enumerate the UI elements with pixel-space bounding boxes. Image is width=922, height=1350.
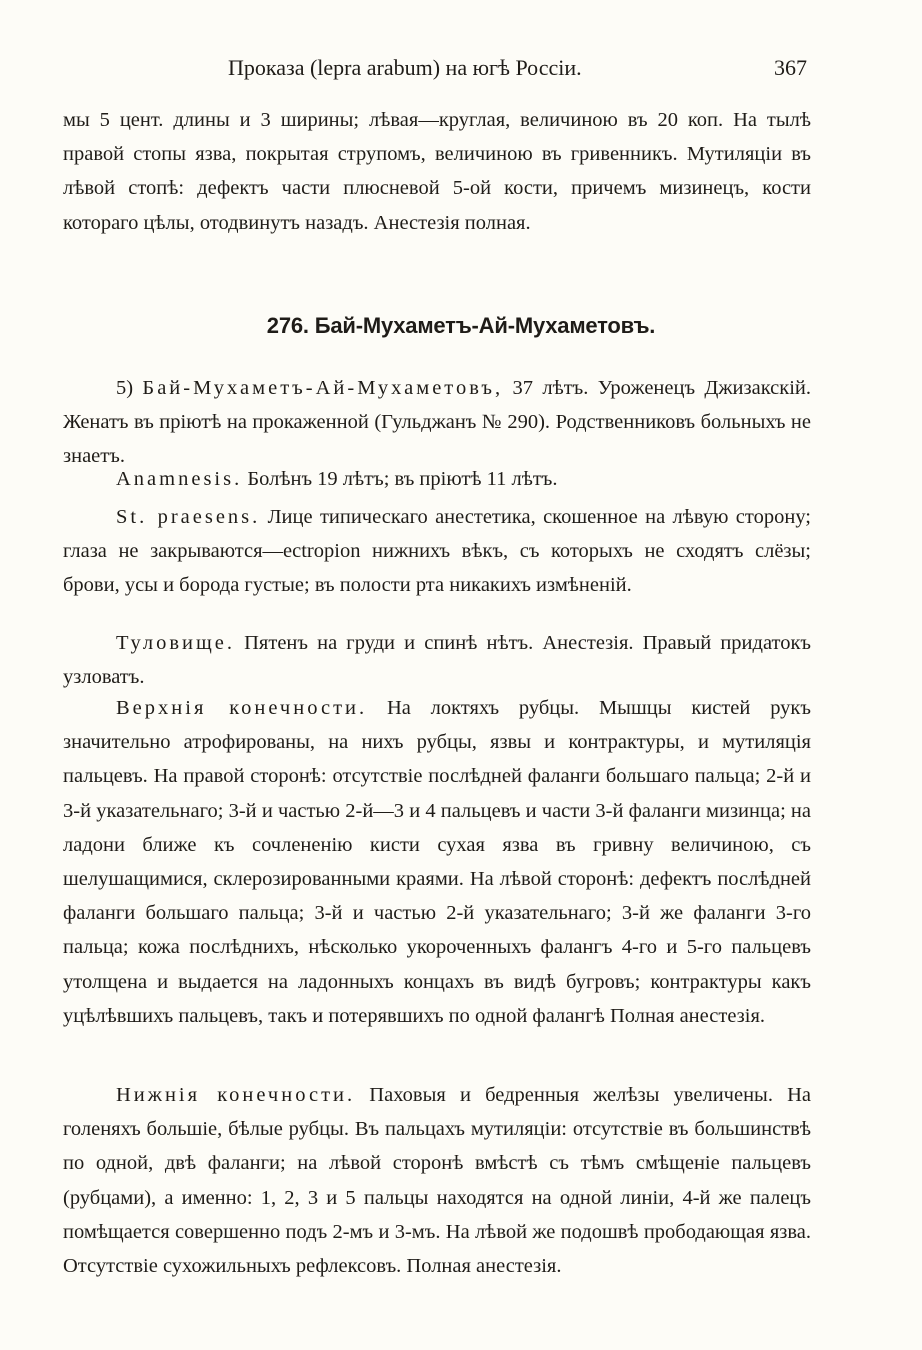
page-number: 367 (774, 55, 807, 80)
status-praesens-text: Лице типическаго анестетика, скошенное на лѣвую сторону; глаза не закрываются—ectropion нижнихъ вѣкъ, съ которыхъ не сходятъ слёзы; брови, усы и борода густые; въ полости рта никакихъ измѣненій. (63, 506, 811, 597)
running-title: Проказа (lepra arabum) на югѣ Россіи. (228, 55, 582, 80)
patient-number: 5) (116, 377, 134, 399)
trunk-text: Пятенъ на груди и спинѣ нѣтъ. Анестезія. Правый придатокъ узловатъ. (63, 632, 812, 689)
anamnesis-label: Anamnesis. (116, 468, 243, 490)
paragraph-lower-limbs (63, 1078, 811, 1283)
paragraph-patient-intro (63, 371, 811, 474)
continued-paragraph: мы 5 цент. длины и 3 ширины; лѣвая—круглая, величиною въ 20 коп. На тылѣ правой стопы язва, покрытая струпомъ, величиною въ гривенникъ. Мутиляціи въ лѣвой стопѣ: дефектъ части плюсневой 5-ой кости, причемъ мизинецъ, кости котораго цѣлы, отодвинутъ назадъ. Анестезія полная. (63, 109, 811, 234)
lower-limbs-label: Нижнія конечности. (116, 1084, 356, 1106)
status-praesens-label: St. praesens. (116, 506, 261, 528)
paragraph-trunk (63, 626, 811, 694)
paragraph-anamnesis (63, 462, 811, 496)
paragraph-upper-limbs (63, 691, 811, 1033)
upper-limbs-text: На локтяхъ рубцы. Мышцы кистей рукъ значительно атрофированы, на нихъ рубцы, язвы и контрактуры, и мутиляція пальцевъ. На правой сторонѣ: отсутствіе послѣдней фаланги большаго пальца; 2-й и 3-й указательнаго; 3-й и частью 2-й—3 и 4 пальцевъ и части 3-й фаланги мизинца; на ладони ближе къ сочлененію кисти сухая язва въ гривну величиною, съ шелушащимися, склерозированными краями. На лѣвой сторонѣ: дефектъ послѣдней фаланги большаго пальца; 3-й и частью 2-й указательнаго; 3-й же фаланги 3-го пальца; кожа послѣднихъ, нѣсколько укороченныхъ фалангъ 4-го и 5-го пальцевъ утолщена и выдается на ладонныхъ концахъ въ видѣ бугровъ; контрактуры какъ уцѣлѣвшихъ пальцевъ, такъ и потерявшихъ по одной фалангѣ Полная анестезія. (63, 697, 811, 1027)
case-heading: 276. Бай-Мухаметъ-Ай-Мухаметовъ. (266, 313, 656, 338)
running-header (0, 52, 922, 84)
paragraph-status-praesens (63, 500, 811, 603)
trunk-label: Туловище. (116, 632, 235, 654)
lower-limbs-text: Паховыя и бедренныя желѣзы увеличены. На голеняхъ большіе, бѣлые рубцы. Въ пальцахъ мутиляціи: отсутствіе въ большинствѣ по одной, двѣ фаланги; на лѣвой сторонѣ вмѣстѣ съ тѣмъ смѣщеніе пальцевъ (рубцами), а именно: 1, 2, 3 и 5 пальцы находятся на одной линіи, 4-й же палецъ помѣщается совершенно подъ 2-мъ и 3-мъ. На лѣвой же подошвѣ прободающая язва. Отсутствіе сухожильныхъ рефлексовъ. Полная анестезія. (63, 1084, 812, 1278)
anamnesis-text: Болѣнъ 19 лѣтъ; въ пріютѣ 11 лѣтъ. (247, 468, 558, 490)
patient-name: Бай-Мухаметъ-Ай-Мухаметовъ, (142, 377, 504, 399)
patient-intro-text: 37 лѣтъ. Уроженецъ Джизакскій. Женатъ въ пріютѣ на прокаженной (Гульджанъ № 290). Родственниковъ больныхъ не знаетъ. (63, 377, 812, 468)
upper-limbs-label: Верхнія конечности. (116, 697, 368, 719)
